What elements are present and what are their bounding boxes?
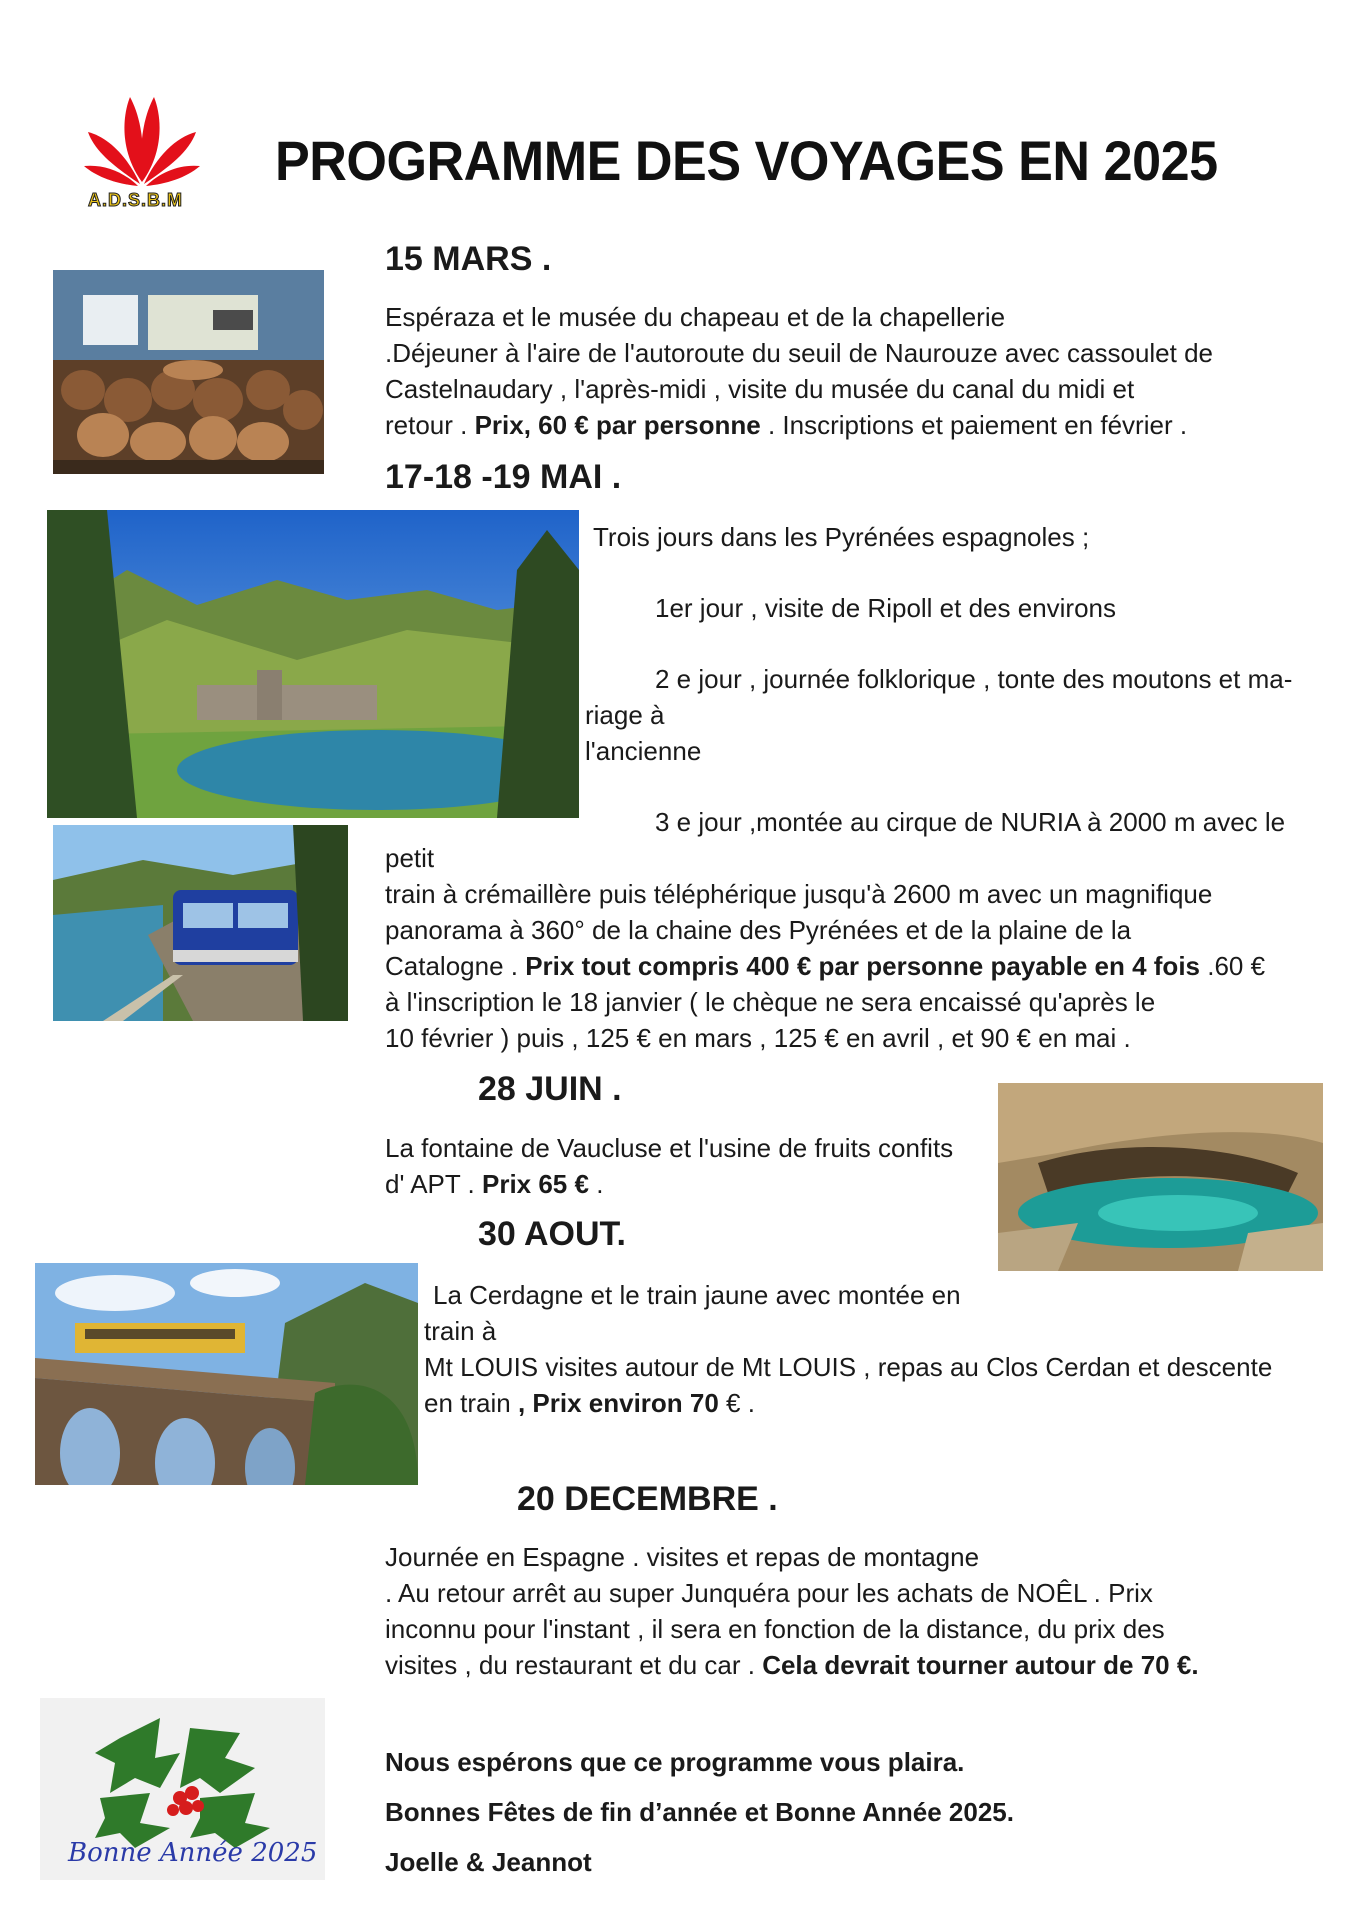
mai-day-2b: riage à [585, 700, 665, 730]
aout-price: , Prix environ 70 [517, 1388, 719, 1418]
aout-line-4 [424, 1385, 755, 1421]
rack-train-photo [53, 825, 348, 1021]
aout-line-2: train à [424, 1316, 497, 1346]
juin-price: Prix 65 € [481, 1169, 589, 1199]
juin-line-2 [385, 1166, 603, 1202]
date-mai: 17-18 -19 MAI . [385, 458, 622, 496]
date-juin: 28 JUIN . [478, 1070, 622, 1108]
mars-line-2: .Déjeuner à l'aire de l'autoroute du seuil de Naurouze avec cassoulet de [385, 338, 1214, 368]
dec-line-4 [385, 1647, 1199, 1683]
vaucluse-spring-photo [998, 1083, 1323, 1271]
mars-line-4 [385, 407, 1187, 443]
juin-line-2c: . [588, 1169, 604, 1199]
mai-day-3a: 3 e jour ,montée au cirque de NURIA à 2000 m avec le [655, 807, 1286, 837]
mars-line-3: Castelnaudary , l'après-midi , visite du musée du canal du midi et [385, 374, 1135, 404]
mars-price: Prix, 60 € par personne [474, 410, 761, 440]
aout-line-1: La Cerdagne et le train jaune avec montée en [433, 1280, 961, 1310]
closing-signature: Joelle & Jeannot [385, 1847, 592, 1877]
dec-line-4a: visites , du restaurant et du car . [385, 1650, 763, 1680]
page-title: PROGRAMME DES VOYAGES EN 2025 [275, 129, 1218, 192]
mai-price-line [385, 948, 1265, 984]
mai-day-3d: panorama à 360° de la chaine des Pyrénées et de la plaine de la [385, 915, 1132, 945]
aout-line-4a: en train [424, 1388, 518, 1418]
aout-line-3: Mt LOUIS visites autour de Mt LOUIS , repas au Clos Cerdan et descente [424, 1352, 1273, 1382]
mai-pay-2: 10 février ) puis , 125 € en mars , 125 € en avril , et 90 € en mai . [385, 1023, 1131, 1053]
date-mars: 15 MARS . [385, 240, 552, 278]
closing-line-1: Nous espérons que ce programme vous plaira. [385, 1747, 965, 1777]
flower-logo-icon [80, 92, 205, 192]
mai-day-2c: l'ancienne [585, 736, 702, 766]
mai-day-3b: petit [385, 843, 435, 873]
aout-line-4c: € . [718, 1388, 755, 1418]
dec-price: Cela devrait tourner autour de 70 €. [762, 1650, 1199, 1680]
mai-price: Prix tout compris 400 € par personne payable en 4 fois [525, 951, 1200, 981]
yellow-train-viaduct-photo [35, 1263, 418, 1485]
mai-intro: Trois jours dans les Pyrénées espagnoles ; [593, 522, 1090, 552]
dec-line-2: . Au retour arrêt au super Junquéra pour les achats de NOÊL . Prix [385, 1578, 1153, 1608]
date-aout: 30 AOUT. [478, 1215, 627, 1253]
holly-card-image [40, 1698, 325, 1880]
mars-line-4a: retour . [385, 410, 475, 440]
dec-line-1: Journée en Espagne . visites et repas de montagne [385, 1542, 980, 1572]
dec-line-3: inconnu pour l'instant , il sera en fonction de la distance, du prix des [385, 1614, 1165, 1644]
mai-day-2a: 2 e jour , journée folklorique , tonte des moutons et ma- [655, 664, 1293, 694]
juin-line-2a: d' APT . [385, 1169, 482, 1199]
mars-line-4c: . Inscriptions et paiement en février . [760, 410, 1188, 440]
mai-price-a: Catalogne . [385, 951, 526, 981]
logo-text: A.D.S.B.M [88, 190, 184, 210]
juin-line-1: La fontaine de Vaucluse et l'usine de fruits confits [385, 1133, 954, 1163]
mai-day-1: 1er jour , visite de Ripoll et des environs [655, 593, 1117, 623]
closing-line-2: Bonnes Fêtes de fin d’année et Bonne Année 2025. [385, 1797, 1014, 1827]
hat-museum-photo [53, 270, 324, 474]
mai-day-3c: train à crémaillère puis téléphérique jusqu'à 2600 m avec un magnifique [385, 879, 1213, 909]
holly-caption: Bonne Année 2025 [68, 1838, 318, 1868]
logo [80, 92, 205, 217]
mars-line-1: Espéraza et le musée du chapeau et de la chapellerie [385, 302, 1006, 332]
mai-price-c: .60 € [1200, 951, 1266, 981]
nuria-valley-photo [47, 510, 579, 818]
date-decembre: 20 DECEMBRE . [517, 1480, 778, 1518]
mai-pay-1: à l'inscription le 18 janvier ( le chèque ne sera encaissé qu'après le [385, 987, 1156, 1017]
